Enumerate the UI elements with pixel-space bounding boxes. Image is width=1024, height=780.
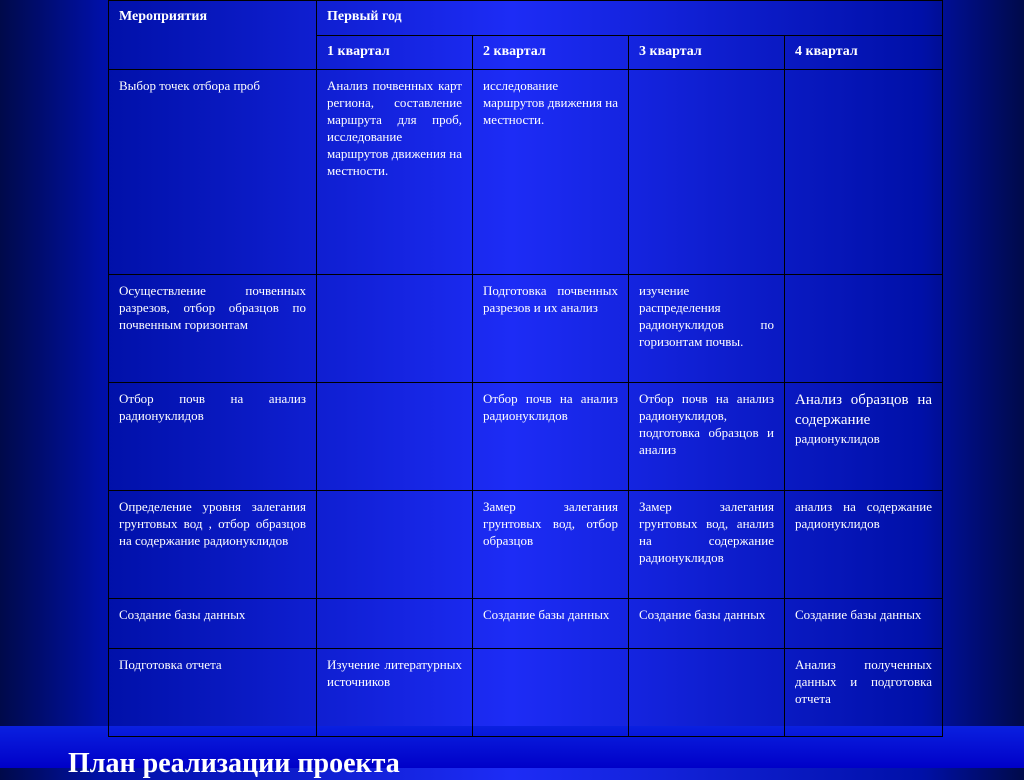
header-quarter-1: 1 квартал [317, 36, 473, 70]
header-year: Первый год [317, 1, 943, 36]
quarter-4-cell [785, 383, 943, 491]
quarter-4-cell [785, 275, 943, 383]
activity-cell: Определение уровня залегания грунтовых вод , отбор образцов на содержание радионуклидов [109, 491, 317, 599]
activity-cell: Выбор точек отбора проб [109, 70, 317, 275]
table-row [109, 383, 943, 491]
quarter-3-cell [629, 649, 785, 737]
quarter-4-cell [785, 70, 943, 275]
quarter-1-cell [317, 275, 473, 383]
activity-cell: Осуществление почвенных разрезов, отбор образцов по почвенным горизонтам [109, 275, 317, 383]
quarter-1-cell: Анализ почвенных карт региона, составление маршрута для проб, исследование маршрутов движения на местности. [317, 70, 473, 275]
header-activities: Мероприятия [109, 1, 317, 70]
quarter-1-cell: Изучение литературных источников [317, 649, 473, 737]
header-quarter-4: 4 квартал [785, 36, 943, 70]
quarter-2-cell [473, 649, 629, 737]
quarter-2-cell: Подготовка почвенных разрезов и их анализ [473, 275, 629, 383]
quarter-3-cell: Отбор почв на анализ радионуклидов, подготовка образцов и анализ [629, 383, 785, 491]
activity-cell: Подготовка отчета [109, 649, 317, 737]
quarter-4-main-text: Анализ образцов на содержание [795, 392, 933, 428]
slide-title: План реализации проекта [68, 748, 400, 779]
quarter-3-cell: изучение распределения радионуклидов по горизонтам почвы. [629, 275, 785, 383]
quarter-2-cell: Отбор почв на анализ радионуклидов [473, 383, 629, 491]
table-row [109, 70, 943, 275]
header-quarter-2: 2 квартал [473, 36, 629, 70]
quarter-2-cell: исследование маршрутов движения на местности. [473, 70, 629, 275]
quarter-4-sub-text: радионуклидов [795, 431, 880, 446]
table-row [109, 491, 943, 599]
quarter-4-cell: анализ на содержание радионуклидов [785, 491, 943, 599]
activity-cell: Создание базы данных [109, 599, 317, 649]
table-row [109, 275, 943, 383]
quarter-3-cell: Замер залегания грунтовых вод, анализ на содержание радионуклидов [629, 491, 785, 599]
quarter-2-cell: Замер залегания грунтовых вод, отбор образцов [473, 491, 629, 599]
quarter-4-cell: Создание базы данных [785, 599, 943, 649]
header-quarter-3: 3 квартал [629, 36, 785, 70]
quarter-3-cell: Создание базы данных [629, 599, 785, 649]
table-row [109, 599, 943, 649]
project-plan-table [108, 0, 943, 737]
quarter-1-cell [317, 599, 473, 649]
table-row [109, 649, 943, 737]
quarter-1-cell [317, 491, 473, 599]
activity-cell: Отбор почв на анализ радионуклидов [109, 383, 317, 491]
quarter-2-cell: Создание базы данных [473, 599, 629, 649]
quarter-3-cell [629, 70, 785, 275]
quarter-4-cell: Анализ полученных данных и подготовка отчета [785, 649, 943, 737]
quarter-1-cell [317, 383, 473, 491]
